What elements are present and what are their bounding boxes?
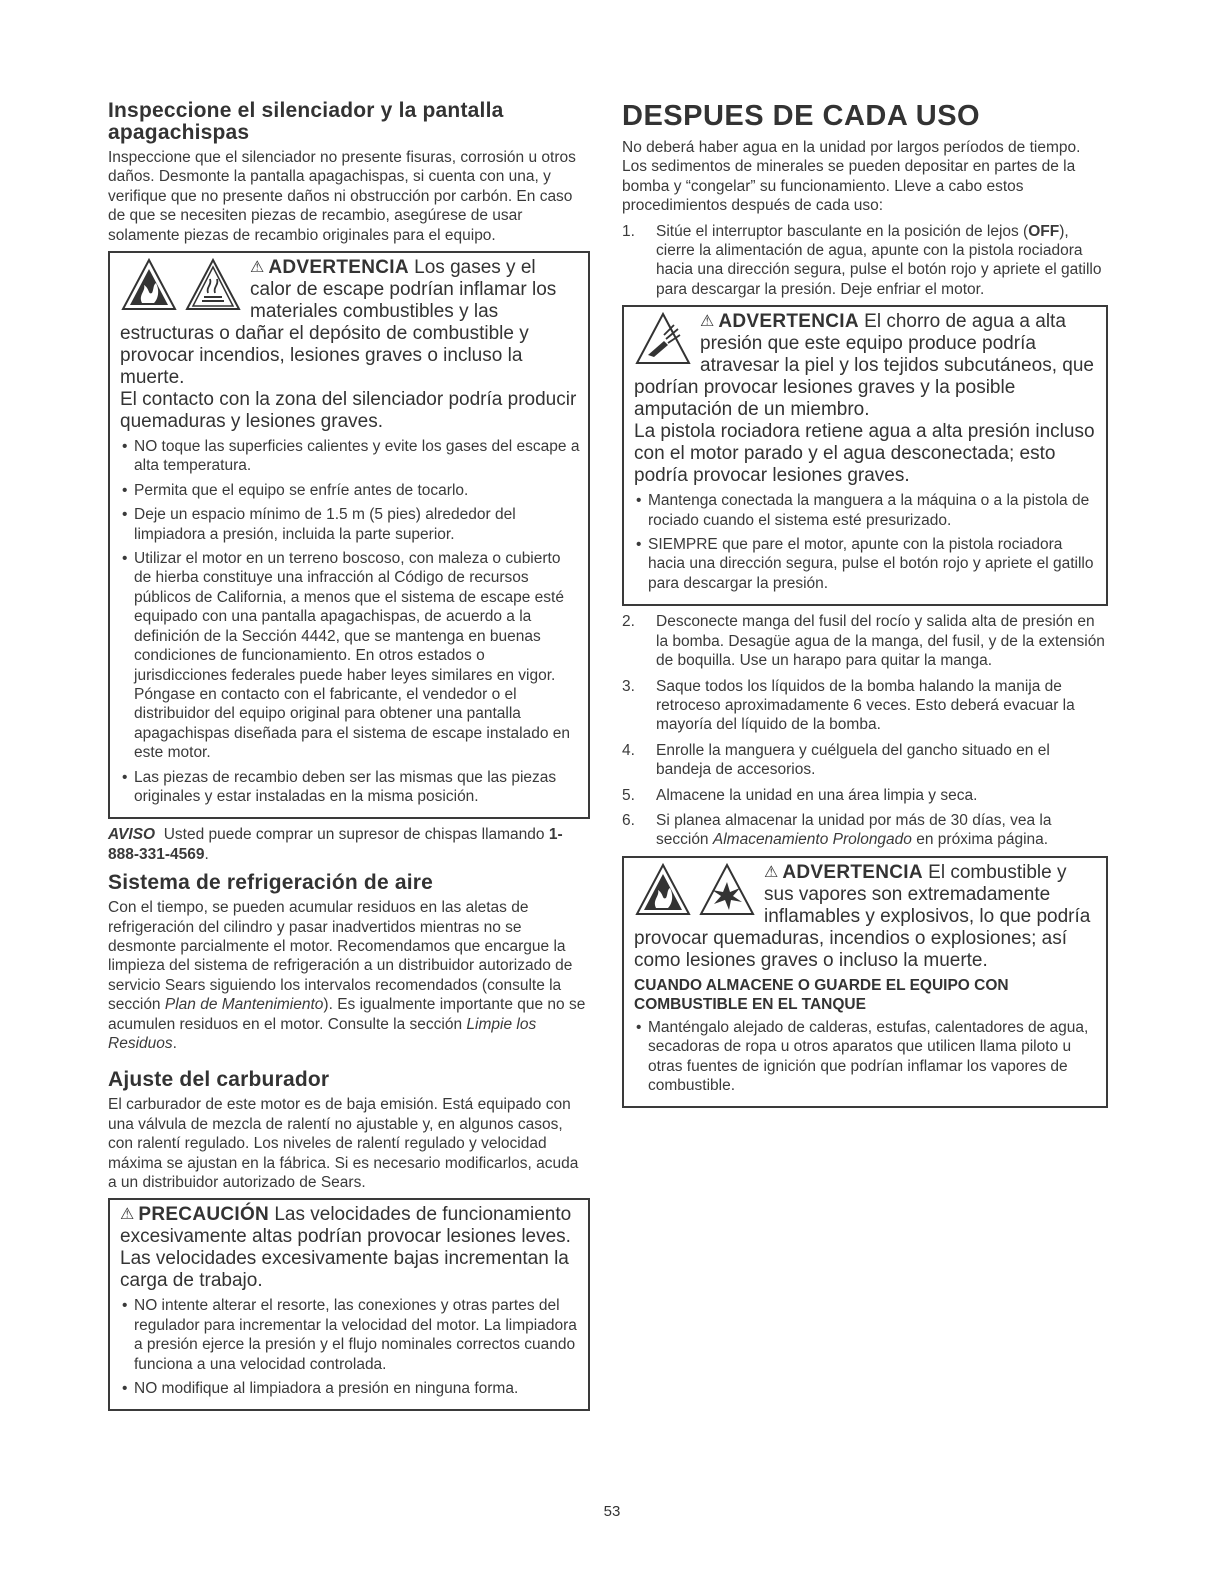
explosion-hazard-icon (698, 862, 756, 918)
after-use-intro: No deberá haber agua en la unidad por largos períodos de tiempo. Los sedimentos de minerales se pueden depositar en partes de la bomba y “congelar” su funcionamiento. Lleve a cabo estos procedimientos después de cada uso: (622, 139, 1081, 215)
warning-triangle-icon: ⚠ (250, 259, 265, 277)
list-item (622, 612, 1108, 670)
list-item (622, 811, 1108, 850)
warning-label: ADVERTENCIA (268, 257, 409, 279)
list-item: • Mantenga conectada la manguera a la máquina o a la pistola de rociado cuando el sistema esté presurizado. (634, 491, 1098, 530)
carb-body: El carburador de este motor es de baja emisión. Está equipado con una válvula de mezcla de ralentí no ajustable y, en algunos casos, con ralentí regulado. Los niveles de ralentí regulado y velocidad máxima se ajustan en la fábrica. Si es necesario modificarlos, acuda a un distribuidor autorizado de Sears. (108, 1096, 579, 1192)
carb-caution-box (108, 1198, 590, 1411)
caution-text: Las velocidades excesivamente bajas incrementan la carga de trabajo. (120, 1248, 569, 1292)
list-item (622, 741, 1108, 780)
step-number: 3. (622, 677, 635, 695)
hot-surface-icon (184, 257, 242, 313)
fire-hazard-icon (120, 257, 178, 313)
pressure-warning-header (634, 311, 1098, 421)
fuel-warning-box (622, 856, 1108, 1109)
muffler-heading: Inspeccione el silenciador y la pantalla apagachispas (108, 99, 504, 144)
after-use-heading: DESPUES DE CADA USO (622, 100, 981, 132)
cooling-ref-maintenance: Plan de Mantenimiento (164, 996, 324, 1014)
warning-text: La pistola rociadora retiene agua a alta presión incluso con el motor parado y el agua desconectada; esto podría provocar lesiones graves. (634, 421, 1095, 487)
muffler-body: Inspeccione que el silenciador no presente fisuras, corrosión u otros daños. Desmonte la pantalla apagachispas, si cuenta con una, y verifique que no presente daños ni obstrucción por carbón. En caso de que se necesiten piezas de recambio, asegúrese de usar solamente piezas de recambio originales para el equipo. (108, 149, 576, 244)
cooling-body-a: Con el tiempo, se pueden acumular residuos en las aletas de refrigeración del cilindro y pasar inadvertidos mientras no se desmonte parcialmente el motor. Recomendamos que encargue la limpieza del sistema de refrigeración a un distribuidor autorizado de servicio Sears siguiendo los intervalos recomendados (consulte la sección (108, 899, 573, 1014)
storage-subheading: CUANDO ALMACENE O GUARDE EL EQUIPO CON COMBUSTIBLE EN EL TANQUE (634, 976, 1009, 1013)
step-text: Almacene la unidad en una área limpia y seca. (656, 786, 978, 804)
aviso-end: . (204, 845, 209, 863)
warning-triangle-icon: ⚠ (764, 863, 779, 881)
after-use-steps-a (622, 222, 1108, 300)
aviso-label: AVISO (108, 826, 156, 844)
pressure-pictograms (634, 311, 692, 367)
step6-text-b: en próxima página. (916, 831, 1049, 849)
list-item (622, 222, 1108, 300)
warning-label: ADVERTENCIA (718, 311, 859, 333)
caution-intro: Las velocidades de funcionamiento excesivamente altas podrían provocar lesiones leves. (120, 1204, 572, 1248)
pressure-warning-list (634, 491, 1098, 593)
warning-triangle-icon: ⚠ (700, 313, 715, 331)
list-item: • NO intente alterar el resorte, las conexiones y otras partes del regulador para incrementar la velocidad del motor. La limpiadora a presión ejerce la presión y el flujo nominales correctos cuando funciona a una velocidad controlada. (120, 1296, 580, 1374)
list-item: • NO modifique al limpiadora a presión en ninguna forma. (120, 1379, 580, 1398)
warning-intro: El combustible y sus vapores son extremadamente inflamables y explosivos, lo que podría provocar quemaduras, incendios o explosiones; así como lesiones graves o incluso la muerte. (634, 861, 1091, 971)
caution-header (120, 1204, 580, 1248)
list-item: • Manténgalo alejado de calderas, estufas, calentadores de agua, secadoras de ropa u otros aparatos que utilicen llama piloto u otras fuentes de ignición que podrían inflamar los vapores de combustible. (634, 1018, 1098, 1096)
warning-triangle-icon: ⚠ (120, 1206, 135, 1224)
aviso-note (108, 825, 590, 864)
cooling-heading: Sistema de refrigeración de aire (108, 871, 434, 895)
muffler-pictograms (120, 257, 242, 313)
fire-hazard-icon (634, 862, 692, 918)
list-item: • Permita que el equipo se enfríe antes de tocarlo. (120, 481, 580, 500)
skin-injection-icon (634, 311, 692, 367)
step-text: Enrolle la manguera y cuélguela del gancho situado en el bandeja de accesorios. (656, 741, 1050, 779)
warning-intro: Los gases y el calor de escape podrían inflamar los materiales combustibles y las estructuras o dañar el depósito de combustible y provocar incendios, lesiones graves o incluso la muerte. (120, 257, 557, 389)
warning-label: ADVERTENCIA (782, 861, 923, 883)
step6-text-a: Si planea almacenar la unidad por más de 30 días, vea la sección (656, 811, 1052, 849)
step1-text-b: ), cierre la alimentación de agua, apunte con la pistola rociadora hacia una dirección segura, pulse el botón rojo y apriete el gatillo para descargar la presión. Deje enfriar el motor. (656, 222, 1102, 298)
list-item (622, 677, 1108, 735)
right-column (622, 100, 1108, 1114)
carb-heading: Ajuste del carburador (108, 1068, 330, 1092)
step-number: 2. (622, 613, 635, 631)
warning-intro: El chorro de agua a alta presión que este equipo produce podría atravesar la piel y los tejidos subcutáneos, que podrían provocar lesiones graves y la posible amputación de un miembro. (634, 311, 1094, 421)
warning-text: El contacto con la zona del silenciador podría producir quemaduras y lesiones graves. (120, 389, 577, 433)
step1-text-a: Sitúe el interruptor basculante en la posición de lejos ( (656, 222, 1029, 240)
list-item (622, 786, 1108, 805)
list-item: • Las piezas de recambio deben ser las mismas que las piezas originales y estar instaladas en la misma posición. (120, 768, 580, 807)
cooling-ref-debris: Limpie los Residuos (108, 1015, 537, 1052)
list-item: • Utilizar el motor en un terreno boscoso, con maleza o cubierto de hierba constituye una infracción al Código de recursos públicos de California, a menos que el sistema de escape esté equipado con una pantalla apagachispas, de acuerdo a la definición de la Sección 4442, que se mantenga en buenas condiciones de funcionamiento. En otros estados o jurisdicciones federales puede haber leyes similares en vigor. Póngase en contacto con el fabricante, el vendedor o el distribuidor del equipo original para obtener una pantalla apagachispas diseñada para el sistema de escape instalado en este motor. (120, 549, 580, 762)
aviso-phone: 1-888-331-4569 (108, 826, 563, 863)
step1-off: OFF (1028, 222, 1060, 240)
fuel-pictograms (634, 862, 756, 918)
left-column (108, 100, 590, 1417)
step-text: Saque todos los líquidos de la bomba halando la manija de retroceso aproximadamente 6 veces. Esto deberá evacuar la mayoría del líquido de la bomba. (656, 677, 1075, 734)
muffler-warning-list (120, 437, 580, 806)
list-item: • Deje un espacio mínimo de 1.5 m (5 pies) alrededor del limpiadora a presión, incluida la parte superior. (120, 505, 580, 544)
cooling-body-b: ). Es igualmente importante que no se acumulen residuos en el motor. Consulte la sección (108, 996, 586, 1033)
step-number: 4. (622, 741, 635, 759)
step6-ref: Almacenamiento Prolongado (712, 831, 912, 849)
aviso-text: Usted puede comprar un supresor de chispas llamando (163, 826, 545, 844)
after-use-steps-b (622, 612, 1108, 849)
step-number: 1. (622, 222, 635, 240)
step-text: Desconecte manga del fusil del rocío y salida alta de presión en la bomba. Desagüe agua de la manga, del fusil, y de la extensión de boquilla. Use un harapo para quitar la manga. (656, 613, 1105, 670)
list-item: • NO toque las superficies calientes y evite los gases del escape a alta temperatura. (120, 437, 580, 476)
pressure-warning-box (622, 305, 1108, 606)
page-number: 53 (603, 1503, 621, 1520)
cooling-body (108, 898, 590, 1053)
list-item: • SIEMPRE que pare el motor, apunte con la pistola rociadora hacia una dirección segura, pulse el botón rojo y apriete el gatillo para descargar la presión. (634, 535, 1098, 593)
fuel-warning-list (634, 1018, 1098, 1096)
caution-list (120, 1296, 580, 1398)
step-number: 6. (622, 811, 635, 829)
muffler-warning-box (108, 251, 590, 819)
caution-label: PRECAUCIÓN (138, 1204, 270, 1226)
cooling-end: . (172, 1035, 177, 1052)
step-number: 5. (622, 786, 635, 804)
